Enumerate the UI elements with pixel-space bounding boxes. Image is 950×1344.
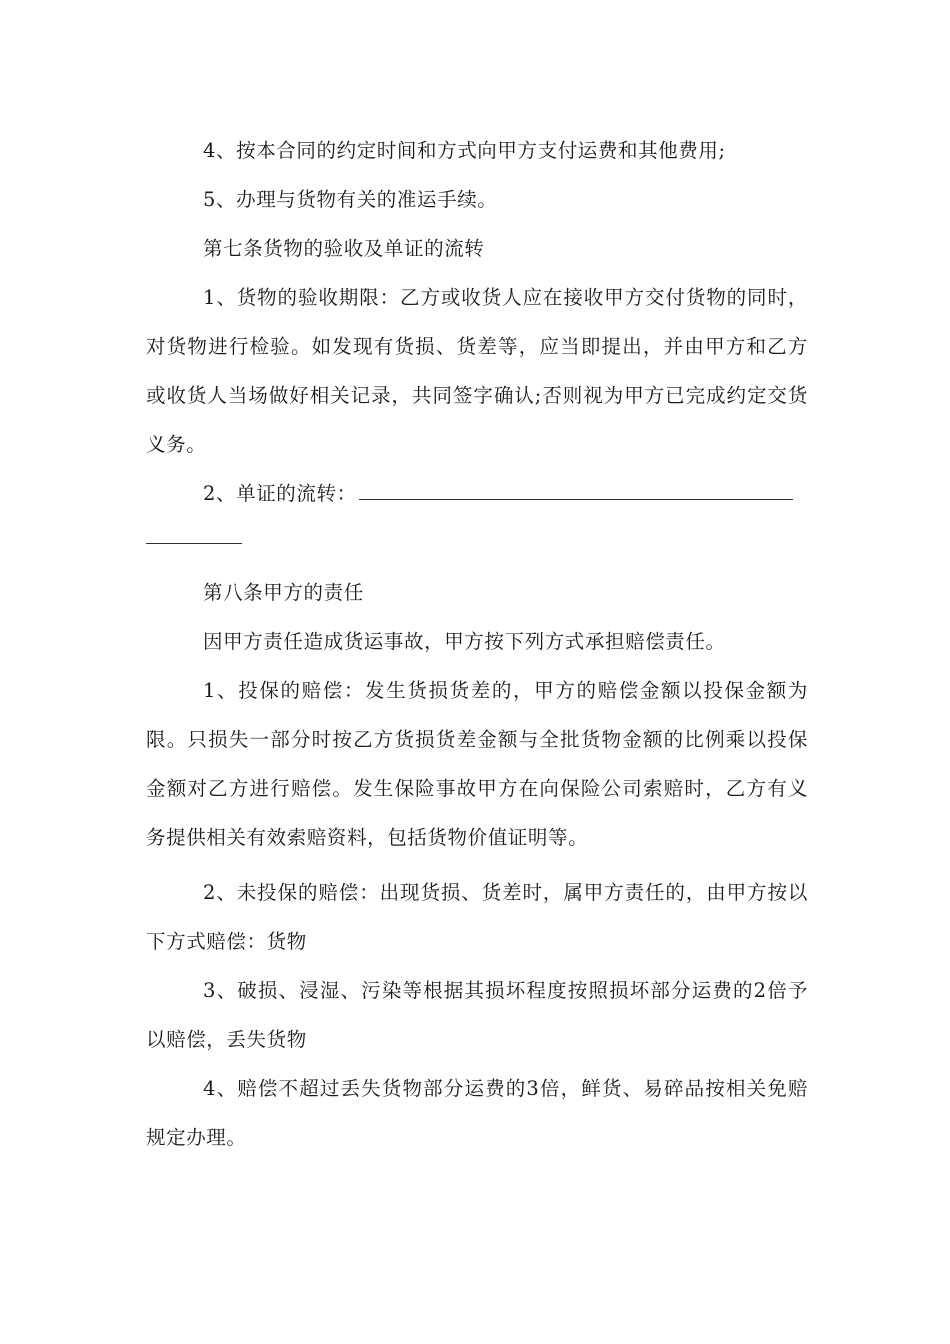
section-heading: 第八条甲方的责任: [203, 581, 364, 604]
fill-in-blank-line: [359, 498, 793, 500]
section-heading: 第七条货物的验收及单证的流转: [203, 237, 485, 260]
clause-paragraph: 4、赔偿不超过丢失货物部分运费的3倍，鲜货、易碎品按相关免赔规定办理。: [146, 1077, 808, 1149]
clause-label: 2、单证的流转：: [203, 482, 357, 505]
clause-paragraph: 1、投保的赔偿：发生货损货差的，甲方的赔偿金额以投保金额为限。只损失一部分时按乙方货损货差金额与全批货物金额的比例乘以投保金额对乙方进行赔偿。发生保险事故甲方在向保险公司索赔时，乙方有义务提供相关有效索赔资料，包括货物价值证明等。: [146, 679, 808, 849]
clause-paragraph: 5、办理与货物有关的准运手续。: [203, 188, 498, 211]
clause-paragraph: 2、未投保的赔偿：出现货损、货差时，属甲方责任的，由甲方按以下方式赔偿：货物: [146, 881, 808, 953]
clause-paragraph-with-blank: [146, 469, 808, 518]
clause-paragraph: 4、按本合同的约定时间和方式向甲方支付运费和其他费用;: [203, 139, 726, 162]
clause-paragraph: 3、破损、浸湿、污染等根据其损坏程度按照损坏部分运费的2倍予以赔偿，丢失货物: [146, 979, 808, 1051]
clause-paragraph: 1、货物的验收期限：乙方或收货人应在接收甲方交付货物的同时，对货物进行检验。如发现有货损、货差等，应当即提出，并由甲方和乙方或收货人当场做好相关记录，共同签字确认;否则视为甲方已完成约定交货义务。: [146, 286, 808, 456]
clause-paragraph: 因甲方责任造成货运事故，甲方按下列方式承担赔偿责任。: [203, 630, 726, 653]
fill-in-blank-line-continued: [146, 542, 242, 544]
document-body: [146, 126, 808, 1162]
